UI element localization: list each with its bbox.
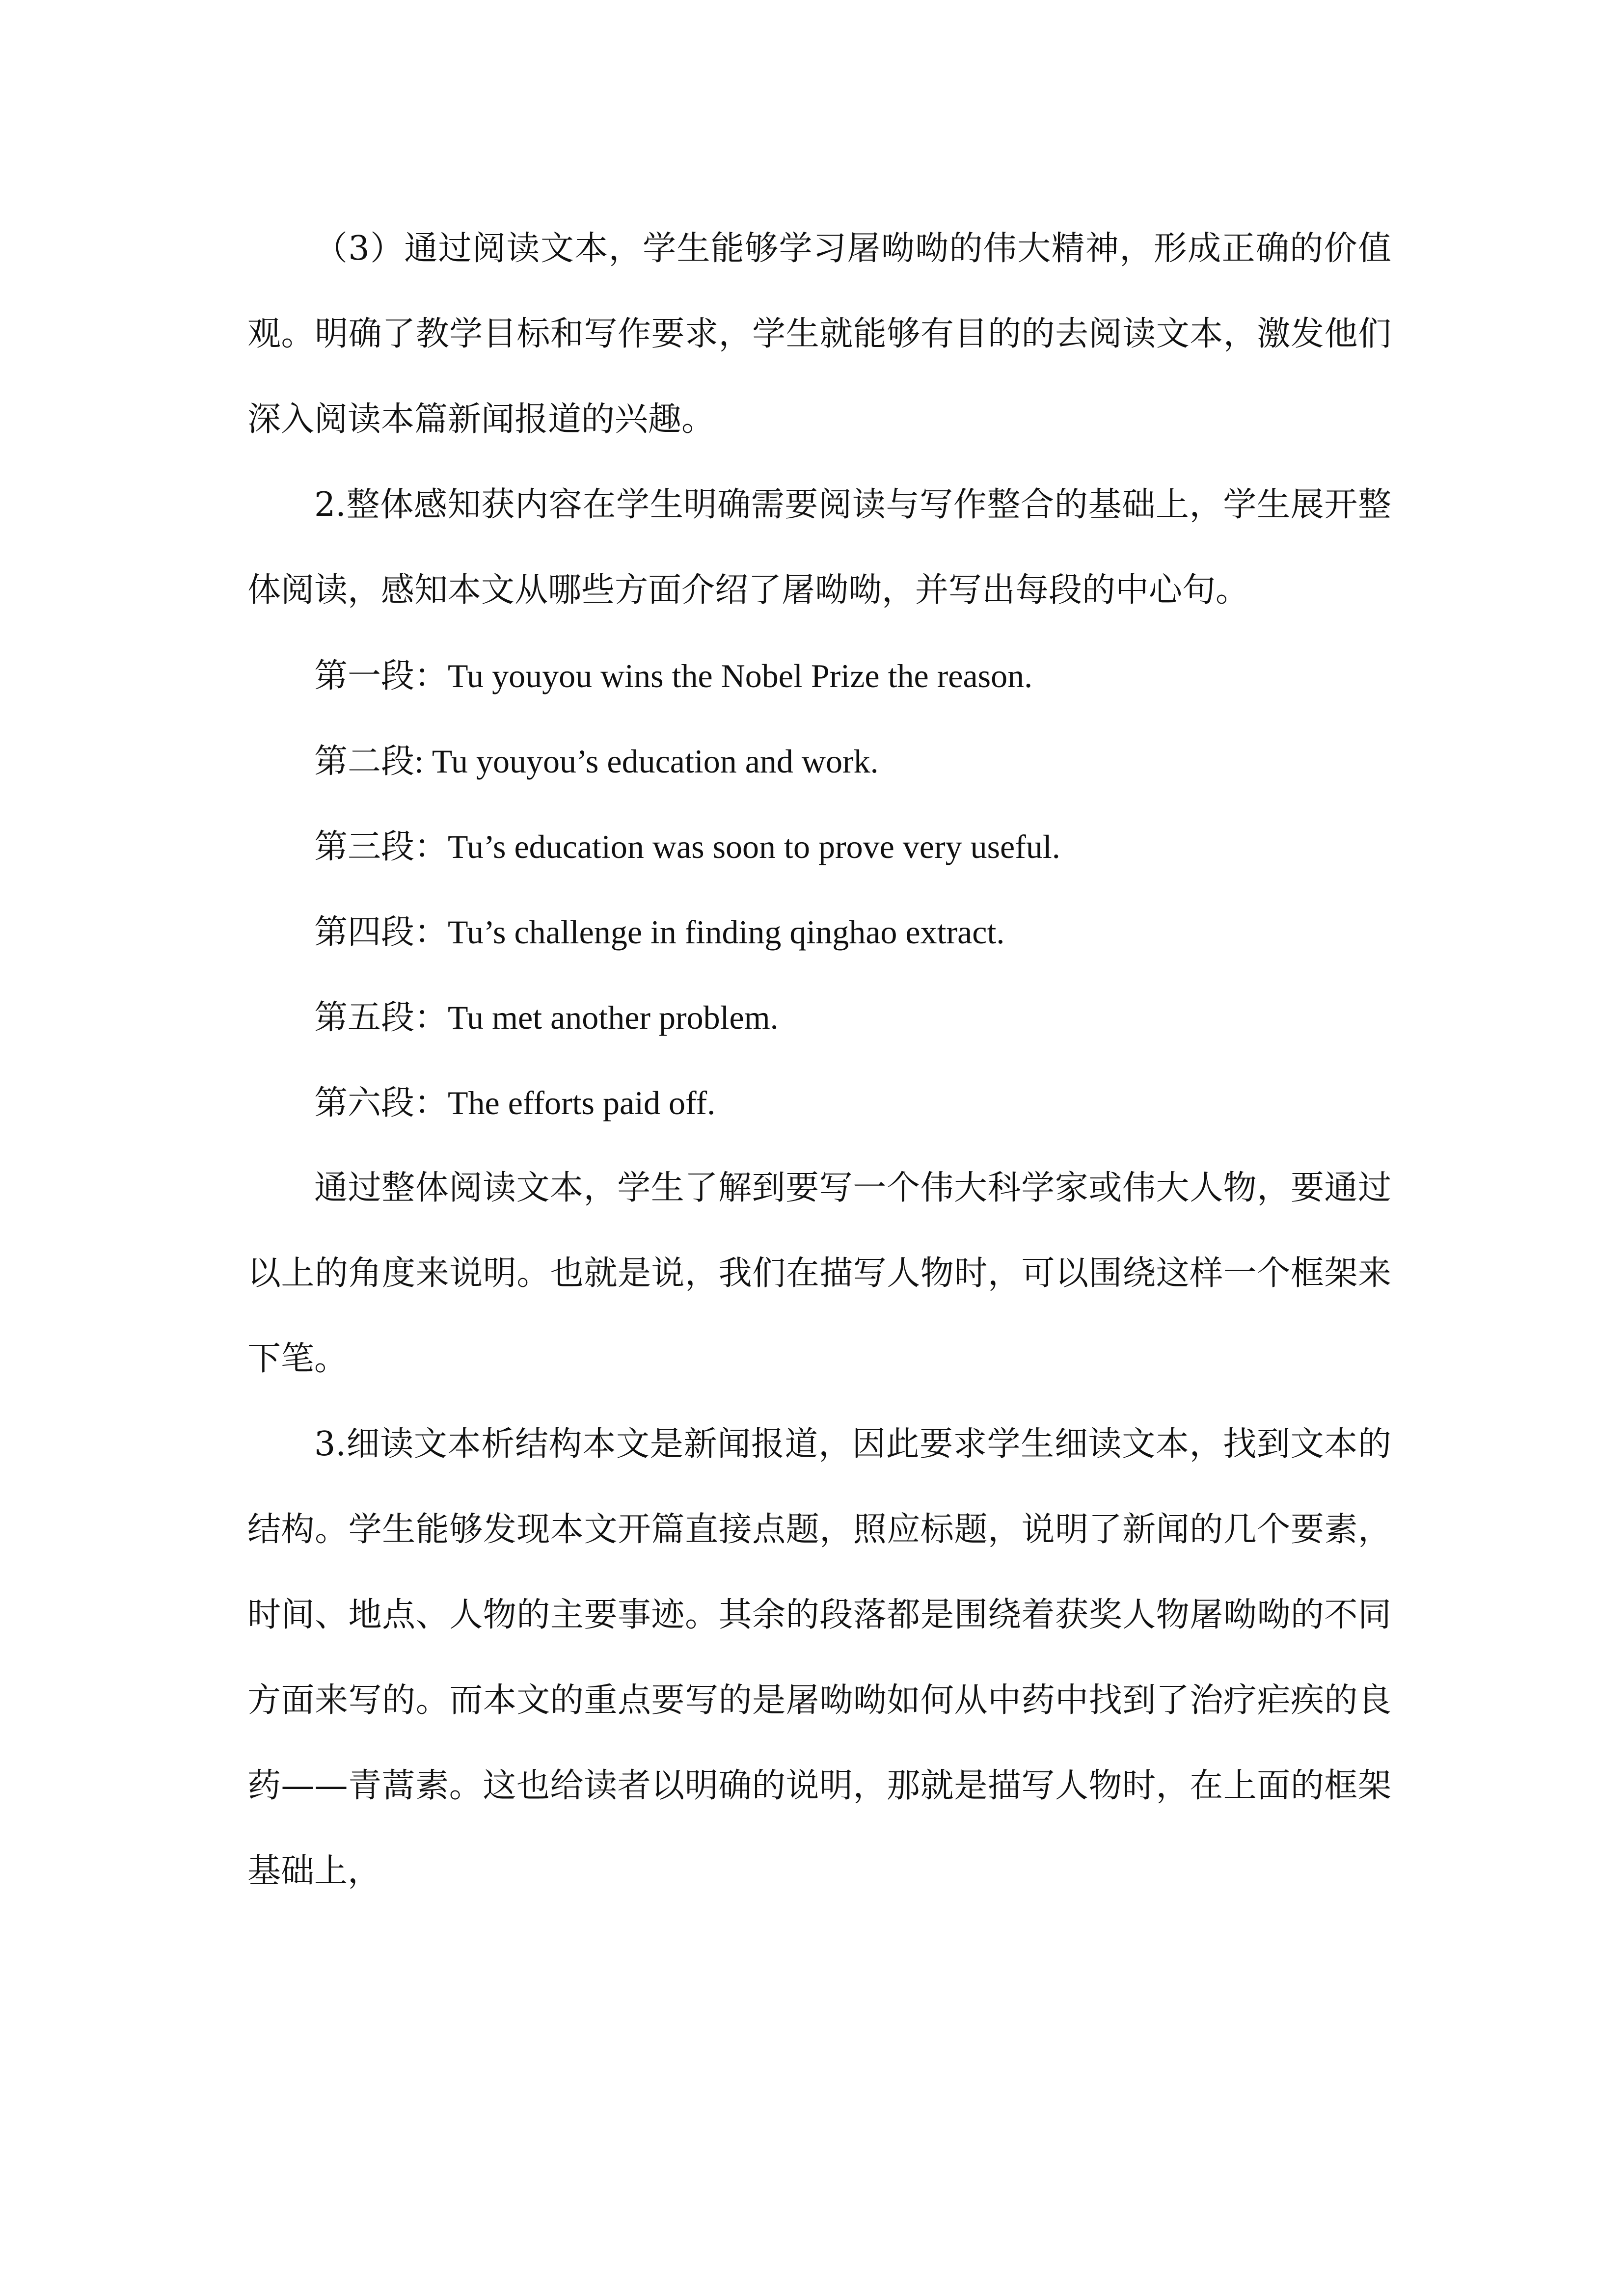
paragraph-section-4: 第四段：Tu’s challenge in finding qinghao extract. xyxy=(314,913,1005,951)
paragraph-section-6: 第六段：The efforts paid off. xyxy=(314,1084,716,1121)
paragraph-section-5: 第五段：Tu met another problem. xyxy=(314,999,779,1036)
paragraph-section-3: 第三段：Tu’s education was soon to prove very useful. xyxy=(314,828,1060,865)
document-body xyxy=(247,206,1391,1914)
paragraph-structure-analysis: 3.细读文本析结构本文是新闻报道，因此要求学生细读文本，找到文本的结构。学生能够发现本文开篇直接点题，照应标题，说明了新闻的几个要素，时间、地点、人物的主要事迹。其余的段落都是围绕着获奖人物屠呦呦的不同方面来写的。而本文的重点要写的是屠呦呦如何从中药中找到了治疗疟疾的良药——青蒿素。这也给读者以明确的说明，那就是描写人物时，在上面的框架基础上， xyxy=(247,1425,1391,1891)
paragraph-objective-3: （3）通过阅读文本，学生能够学习屠呦呦的伟大精神，形成正确的价值观。明确了教学目标和写作要求，学生就能够有目的的去阅读文本，激发他们深入阅读本篇新闻报道的兴趣。 xyxy=(247,229,1391,439)
paragraph-summary: 通过整体阅读文本，学生了解到要写一个伟大科学家或伟大人物，要通过以上的角度来说明。也就是说，我们在描写人物时，可以围绕这样一个框架来下笔。 xyxy=(247,1169,1391,1378)
paragraph-overall-reading: 2.整体感知获内容在学生明确需要阅读与写作整合的基础上，学生展开整体阅读，感知本文从哪些方面介绍了屠呦呦，并写出每段的中心句。 xyxy=(247,485,1391,610)
paragraph-section-2: 第二段: Tu youyou’s education and work. xyxy=(314,743,879,780)
paragraph-section-1: 第一段：Tu youyou wins the Nobel Prize the reason. xyxy=(314,657,1033,694)
